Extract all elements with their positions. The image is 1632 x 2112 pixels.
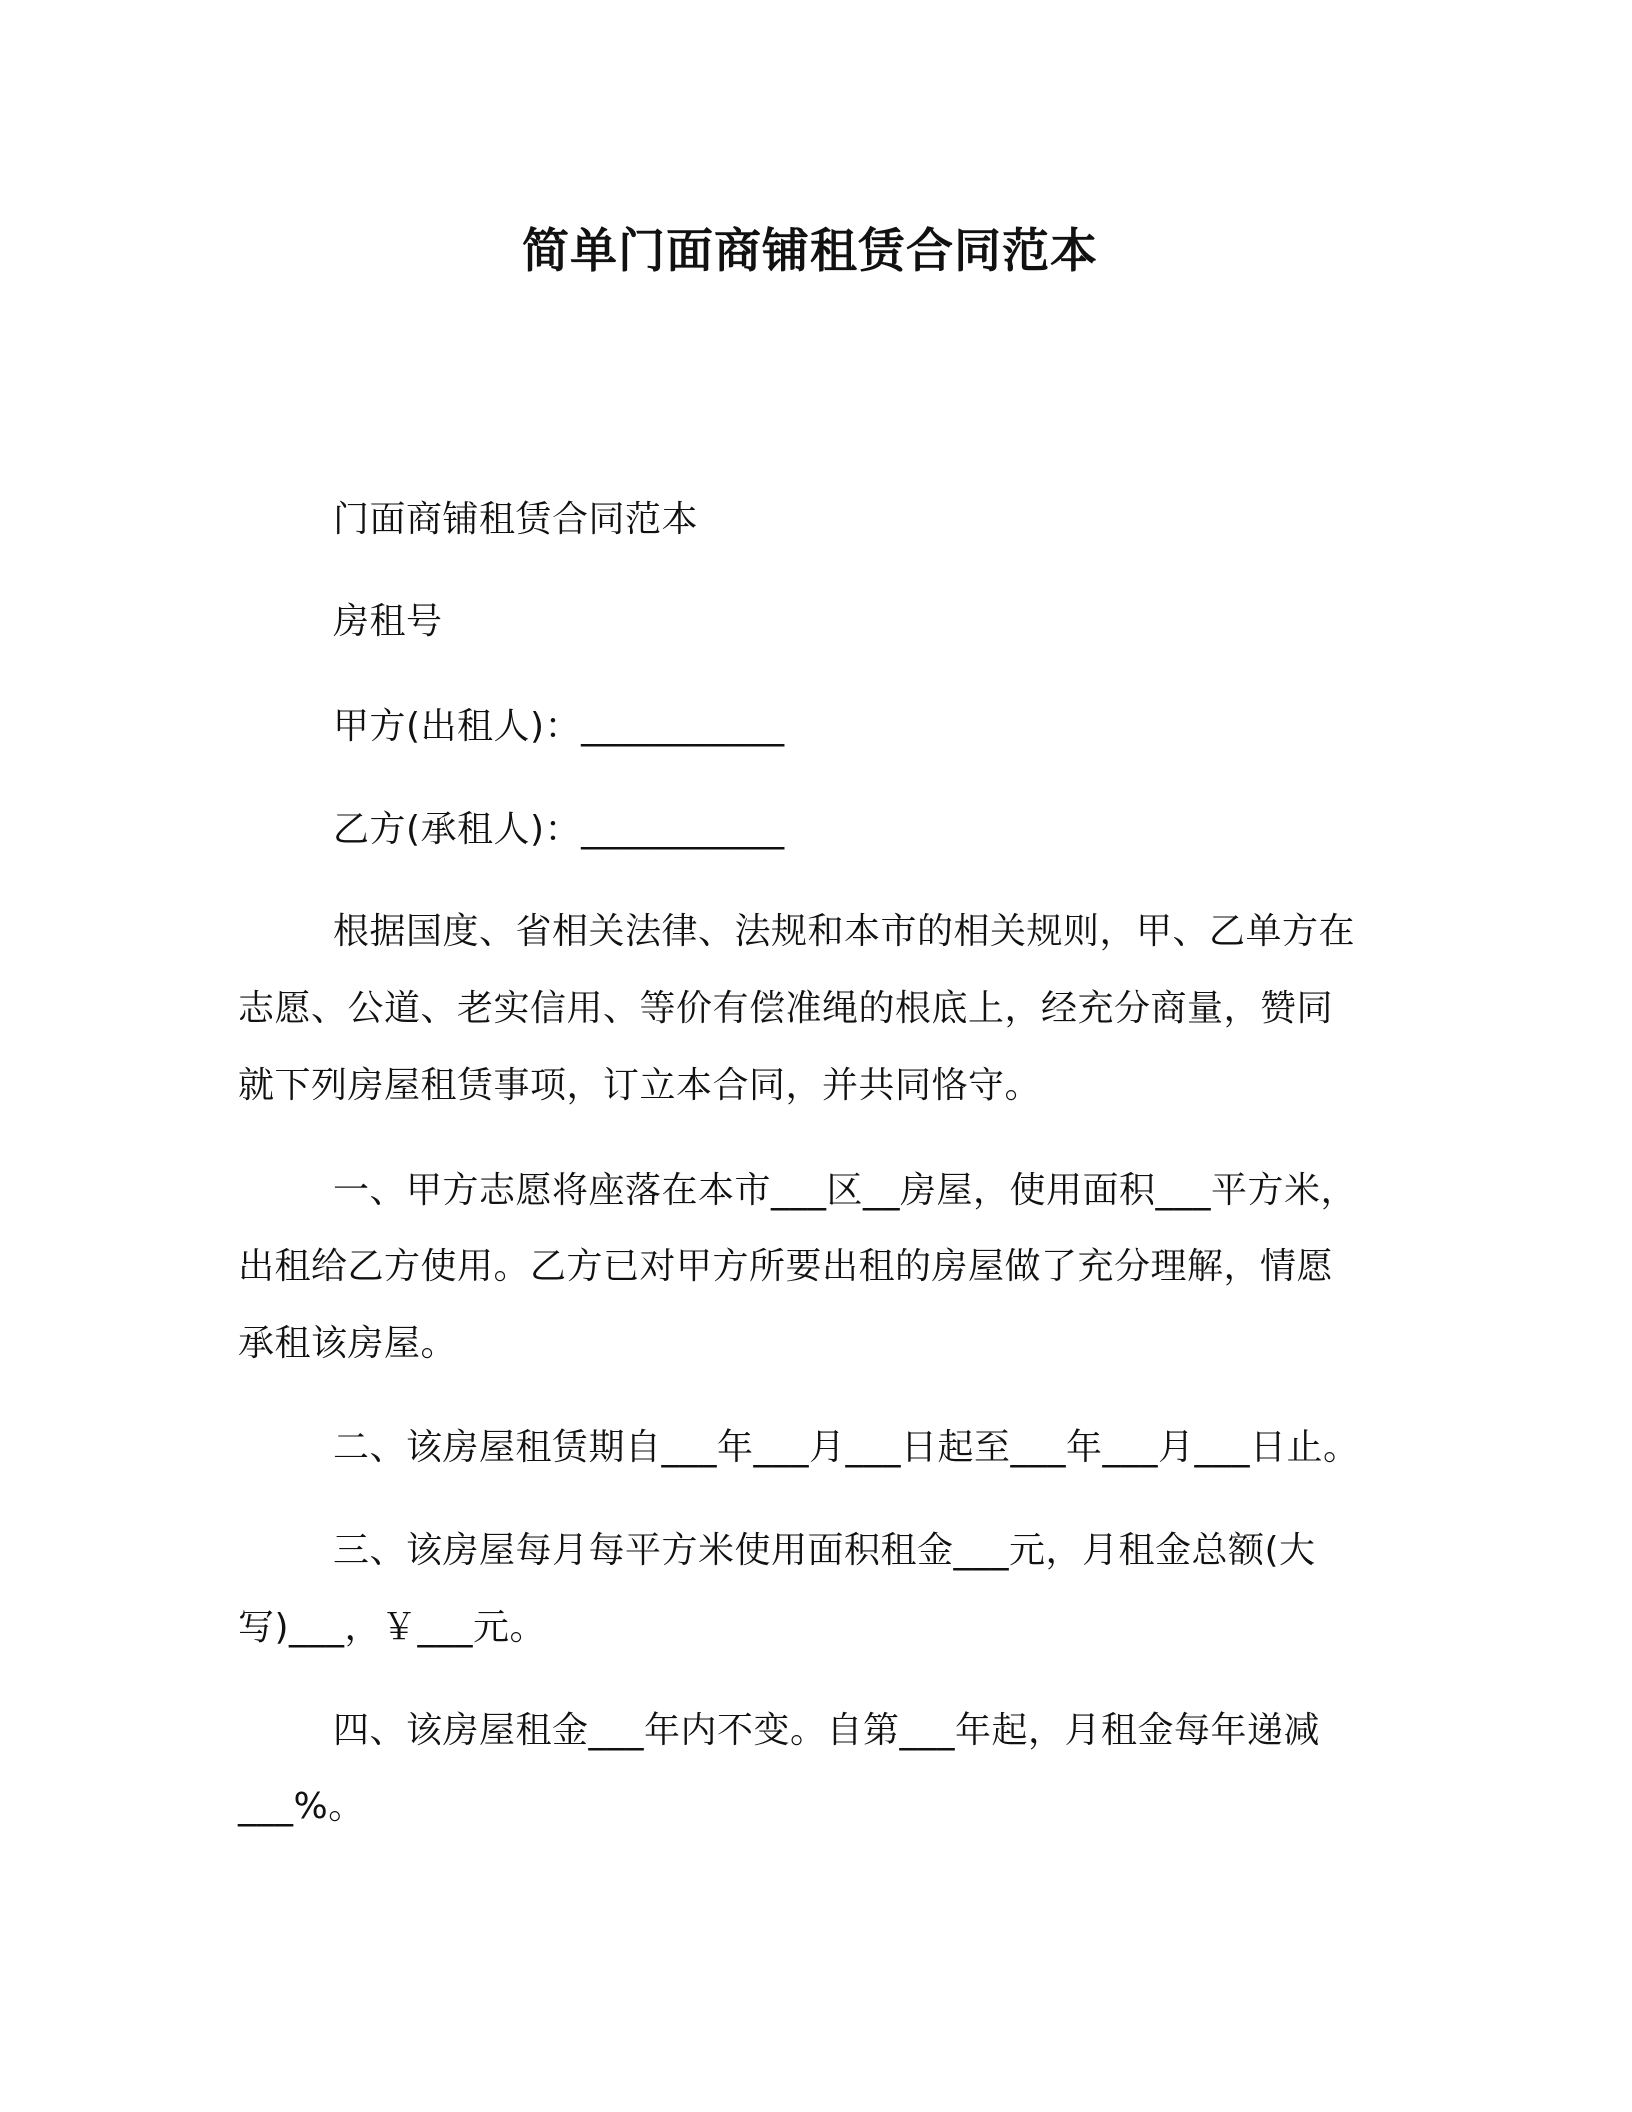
clause-3-line-1: 三、该房屋每月每平方米使用面积租金___元，月租金总额(大 (333, 1530, 1316, 1571)
clause-4-line-1: 四、该房屋租金___年内不变。自第___年起，月租金每年递减 (333, 1710, 1321, 1751)
preamble-line-2: 志愿、公道、老实信用、等价有偿准绳的根底上，经充分商量，赞同 (238, 988, 1334, 1029)
rent-number-label: 房租号 (333, 601, 443, 642)
preamble-line-3: 就下列房屋租赁事项，订立本合同，并共同恪守。 (238, 1065, 1042, 1106)
preamble-line-1: 根据国度、省相关法律、法规和本市的相关规则，甲、乙单方在 (333, 911, 1356, 952)
clause-1-line-3: 承租该房屋。 (238, 1323, 458, 1364)
clause-3-line-2: 写)___，￥___元。 (238, 1607, 547, 1648)
clause-1-line-1: 一、甲方志愿将座落在本市___区__房屋，使用面积___平方米， (333, 1170, 1358, 1211)
party-a-line: 甲方(出租人)：___________ (333, 706, 785, 747)
clause-4-line-2: ___%。 (238, 1786, 365, 1827)
document-subtitle: 门面商铺租赁合同范本 (333, 499, 699, 540)
party-b-line: 乙方(承租人)：___________ (333, 809, 785, 850)
clause-2-line-1: 二、该房屋租赁期自___年___月___日起至___年___月___日止。 (333, 1427, 1360, 1468)
document-title: 简单门面商铺租赁合同范本 (522, 224, 1098, 279)
clause-1-line-2: 出租给乙方使用。乙方已对甲方所要出租的房屋做了充分理解，情愿 (238, 1246, 1334, 1287)
